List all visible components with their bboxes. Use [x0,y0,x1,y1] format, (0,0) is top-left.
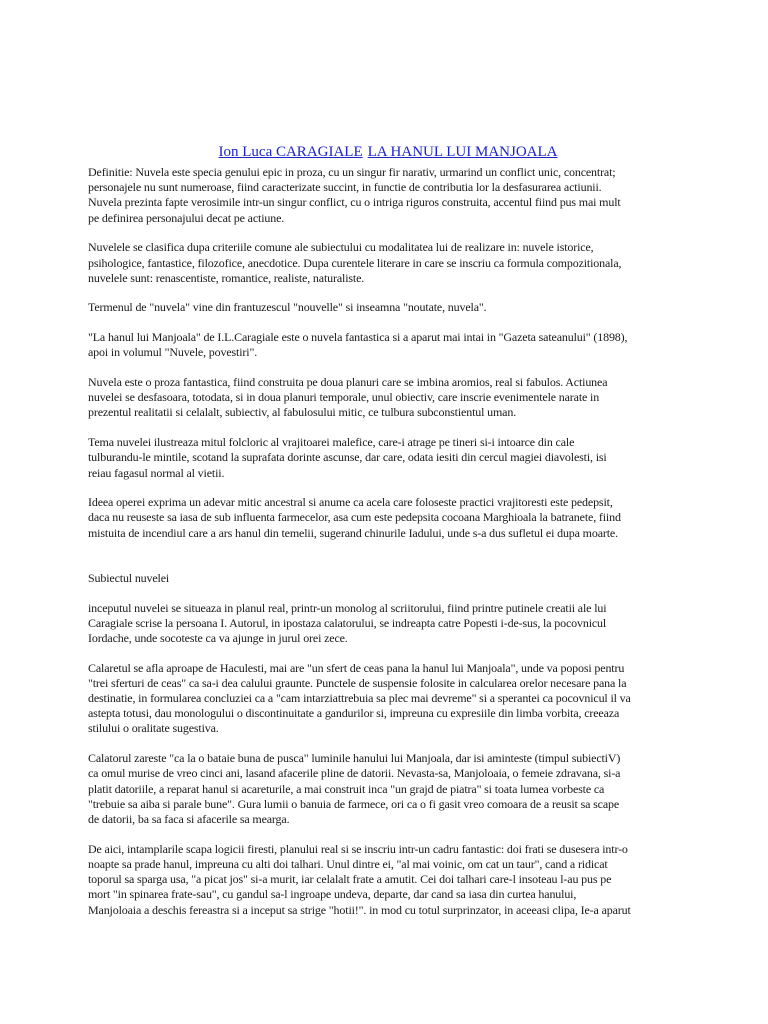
paragraph-fantastic-prose: Nuvela este o proza fantastica, fiind construita pe doua planuri care se imbina aromios, real si fabulos. Actiunea nuvelei se desfasoara, totodata, si in doua planuri temporale, unul obiectiv, care inscrie evenimentele narate in prezentul realitatii si celalalt, subiectiv, al fabulosului mitic, ce tulbura subconstientul uman. [88,375,608,420]
paragraph-classification: Nuvelele se clasifica dupa criteriile comune ale subiectului cu modalitatea lui de realizare in: nuvele istorice, psihologice, fantastice, filozofice, anecdotice. Dupa curentele literare in care se inscriu ca formula compozitionala, nuvelele sunt: renascentiste, romantice, realiste, naturaliste. [88,240,622,285]
paragraph-beginning: inceputul nuvelei se situeaza in planul real, printr-un monolog al scriitorului, fiind printre putinele creatii ale lui Caragiale scrise la persoana I. Autorul, in ipostaza calatorului, se indreapta catre Popesti i-de-sus, la pocovnicul Iordache, unde socoteste ca va ajunge in jurul orei zece. [88,600,607,645]
paragraph-traveler: Calatorul zareste "ca la o bataie buna de pusca" luminile hanului lui Manjoala, dar isi aminteste (timpul subiectiV) ca omul murise de vreo cinci ani, lasand afacerile pline de datorii. Nevasta-sa, Manjoloaia, o femeie zdravana, si-a platit datoriile, a reparat hanul si acareturile, a mai construit inca "un grajd de piatra" si toata lumea vorbeste ca "trebuie sa aiba si parale bune". Gura lumii o banuia de farmece, ori ca o fi gasit vreo comoara de a reusit sa scape de datorii, ba sa faca si afacerile sa mearga. [88,751,621,826]
work-title-link[interactable]: LA HANUL LUI MANJOALA [367,144,558,160]
paragraph-term: Termenul de "nuvela" vine din frantuzescul "nouvelle" si inseamna "noutate, nuvela". [88,300,487,315]
paragraph-rider: Calaretul se afla aproape de Haculesti, mai are "un sfert de ceas pana la hanul lui Manjoala", unde va poposi pentru "trei sferturi de ceas" ca sa-i dea calului graunte. Punctele de suspensie folosite in calcularea orelor necesare pana la destinatie, in formularea concluziei ca a "cam intarziattrebuia sa plec mai devreme" si a sperantei ca pocovnicul il va astepta totusi, dau monologului o discontinuitate a gandurilor si, impreuna cu expresiile din limba vorbita, creeaza stilului o oralitate sugestiva. [88,660,631,736]
paragraph-theme: Tema nuvelei ilustreaza mitul folcloric al vrajitoarei malefice, care-i atrage pe tineri si-i intoarce din cale tulburandu-le mintile, scotand la suprafata dorinte ascunse, dar care, odata iesiti din cercul magiei diavolesti, isi reiau fagasul normal al vietii. [88,435,607,480]
paragraph-fantastic-frame: De aici, intamplarile scapa logicii firesti, planului real si se inscriu intr-un cadru fantastic: doi frati se dusesera intr-o noapte sa prade hanul, impreuna cu alti doi talhari. Unul dintre ei, "al mai voinic, om cat un taur", cand a ridicat toporul sa sparga usa, "a picat jos" si-a murit, iar celalalt frate a amutit. Cei doi talhari care-l insoteau l-au pus pe mort "in spinarea frate-sau", cu gandul sa-l ingroape undeva, departe, dar cand sa iasa din curtea hanului, Manjoloaia a deschis fereastra si a inceput sa strige "hotii!". in mod cu totul surprinzator, in aceeasi clipa, Ie-a aparut [88,841,631,917]
document-title [88,143,688,161]
paragraph-idea: Ideea operei exprima un adevar mitic ancestral si anume ca acela care foloseste practici vrajitoresti este pedepsit, daca nu reuseste sa iasa de sub influenta farmecelor, asa cum este pedepsita cocoana Marghioala la batranete, fiind mistuita de incendiul care a ars hanul din temelii, sugerand chinurile Iadului, unde s-a dus sufletul ei dupa moarte. [88,495,621,540]
paragraph-publication: "La hanul lui Manjoala" de I.L.Caragiale este o nuvela fantastica si a aparut mai intai in "Gazeta sateanului" (1898), apoi in volumul "Nuvele, povestiri". [88,330,628,360]
section-heading-subject: Subiectul nuvelei [88,570,170,585]
author-link[interactable]: Ion Luca CARAGIALE [218,144,363,160]
paragraph-definition: Definitie: Nuvela este specia genului epic in proza, cu un singur fir narativ, urmarind un conflict unic, concentrat; personajele nu sunt numeroase, fiind caracterizate succint, in functie de contributia lor la desfasurarea actiunii. Nuvela prezinta fapte verosimile intr-un singur conflict, cu o intriga riguros construita, accentul fiind pus mai mult pe definirea personajului decat pe actiune. [88,165,621,225]
document-page [88,143,688,932]
